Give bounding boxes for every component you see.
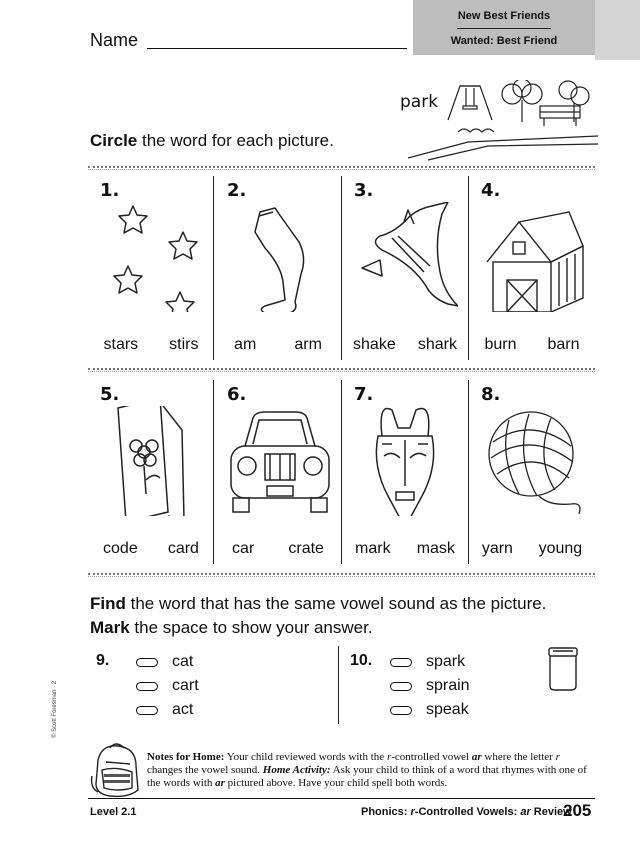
- choice-word[interactable]: mask: [416, 540, 455, 557]
- answer-label: act: [172, 701, 194, 718]
- item-1: [88, 172, 214, 364]
- example-word: park: [400, 92, 439, 112]
- choice-row: [215, 336, 341, 354]
- item-number: 6.: [227, 384, 247, 405]
- choice-word[interactable]: burn: [484, 336, 517, 353]
- backpack-icon: [88, 740, 144, 800]
- choice-row: [342, 336, 468, 354]
- instruction-verb: Circle: [90, 131, 138, 150]
- choice-word[interactable]: stirs: [169, 336, 199, 353]
- instruction-text: the space to show your answer.: [129, 618, 373, 637]
- notes-text: ar: [215, 777, 225, 790]
- choice-word[interactable]: shake: [353, 336, 396, 353]
- notes-text: where the letter: [481, 751, 556, 763]
- answer-bubble[interactable]: [136, 706, 158, 715]
- answer-option[interactable]: [136, 652, 193, 672]
- instruction-circle: [90, 131, 334, 151]
- item-number: 8.: [481, 384, 501, 405]
- choice-word[interactable]: code: [103, 540, 138, 557]
- page-number: 205: [563, 801, 592, 820]
- answer-label: cart: [172, 677, 199, 694]
- skill-text: ar: [520, 806, 531, 818]
- skill-text: Review: [530, 806, 572, 818]
- instruction-find: [90, 594, 546, 614]
- name-field[interactable]: [147, 48, 407, 49]
- unit-title: New Best Friends: [457, 10, 551, 22]
- skill-text: r: [410, 806, 415, 818]
- choice-row: [342, 540, 468, 558]
- stars-icon: [98, 202, 204, 312]
- barn-icon: [479, 202, 585, 312]
- answer-bubble[interactable]: [390, 658, 412, 667]
- question-9: [96, 652, 316, 728]
- notes-text: pictured above. Have your child spell both words.: [224, 777, 448, 790]
- answer-label: sprain: [426, 677, 470, 694]
- question-number: 9.: [96, 652, 110, 669]
- question-number: 10.: [350, 652, 373, 669]
- answer-bubble[interactable]: [390, 682, 412, 691]
- notes-text: r: [386, 751, 392, 763]
- instruction-text: the word for each picture.: [137, 131, 334, 150]
- item-number: 3.: [354, 180, 374, 201]
- choice-word[interactable]: shark: [417, 336, 457, 353]
- car-icon: [225, 406, 331, 516]
- instruction-verb: Mark: [90, 618, 130, 637]
- answer-option[interactable]: [390, 676, 470, 696]
- choice-word[interactable]: card: [167, 540, 199, 557]
- choice-row: [469, 336, 595, 354]
- choice-word[interactable]: car: [232, 540, 255, 557]
- notes-label: Notes for Home:: [147, 751, 225, 763]
- item-6: [215, 376, 341, 568]
- answer-label: spark: [426, 653, 466, 670]
- item-5: [88, 376, 214, 568]
- footer-rule: [88, 798, 595, 799]
- card-icon: [98, 406, 204, 516]
- section-divider: [88, 573, 595, 577]
- jar-icon: [545, 646, 581, 692]
- item-8: [469, 376, 595, 568]
- notes-text: changes the vowel sound.: [147, 764, 263, 777]
- header-tab: [413, 0, 595, 58]
- header-tab-edge: [595, 0, 640, 60]
- item-number: 1.: [100, 180, 120, 201]
- choice-word[interactable]: am: [234, 336, 257, 353]
- choice-row: [469, 540, 595, 558]
- skill-label: [361, 806, 572, 818]
- item-7: [342, 376, 468, 568]
- name-label: Name: [90, 30, 139, 50]
- choice-row: [88, 540, 214, 558]
- copyright: © Scott Foresman · 2: [52, 680, 58, 738]
- question-divider: [338, 646, 339, 724]
- notes-text: Your child reviewed words with the: [224, 751, 387, 763]
- answer-bubble[interactable]: [136, 658, 158, 667]
- item-number: 7.: [354, 384, 374, 405]
- item-number: 4.: [481, 180, 501, 201]
- notes-for-home: [147, 751, 595, 791]
- choice-word[interactable]: yarn: [481, 540, 513, 557]
- skill-text: Phonics:: [361, 806, 411, 818]
- skill-text: -Controlled Vowels:: [414, 806, 521, 818]
- row-divider: [88, 368, 595, 372]
- instruction-mark: [90, 618, 373, 638]
- item-number: 2.: [227, 180, 247, 201]
- notes-text: ar: [471, 751, 482, 763]
- answer-bubble[interactable]: [390, 706, 412, 715]
- item-4: [469, 172, 595, 364]
- column-divider: [213, 176, 214, 360]
- choice-row: [215, 540, 341, 558]
- item-number: 5.: [100, 384, 120, 405]
- answer-option[interactable]: [136, 676, 199, 696]
- choice-word[interactable]: barn: [547, 336, 580, 353]
- answer-label: cat: [172, 653, 194, 670]
- instruction-verb: Find: [90, 594, 126, 613]
- shark-icon: [352, 202, 458, 312]
- choice-word[interactable]: arm: [294, 336, 322, 353]
- notes-text: r: [555, 751, 560, 763]
- answer-option[interactable]: [390, 700, 469, 720]
- question-10: [350, 652, 530, 728]
- choice-word[interactable]: crate: [288, 540, 324, 557]
- home-activity-label: Home Activity:: [262, 764, 331, 777]
- section-divider: [88, 166, 595, 170]
- story-title: Wanted: Best Friend: [450, 35, 558, 47]
- choice-row: [88, 336, 214, 354]
- answer-option[interactable]: [390, 652, 465, 672]
- choice-word[interactable]: stars: [103, 336, 139, 353]
- arm-icon: [225, 202, 331, 312]
- answer-option[interactable]: [136, 700, 193, 720]
- instruction-text: the word that has the same vowel sound as the picture.: [125, 594, 547, 613]
- item-3: [342, 172, 468, 364]
- tab-rule: [457, 28, 551, 29]
- yarn-icon: [479, 406, 585, 516]
- answer-bubble[interactable]: [136, 682, 158, 691]
- item-2: [215, 172, 341, 364]
- choice-word[interactable]: mark: [355, 540, 391, 557]
- answer-label: speak: [426, 701, 469, 718]
- notes-text: Ask your child to think of a word that rhymes with one of the words with: [147, 764, 587, 790]
- choice-word[interactable]: young: [538, 540, 583, 557]
- notes-text: -controlled vowel: [391, 751, 472, 763]
- mask-icon: [352, 406, 458, 516]
- level-label: Level 2.1: [90, 806, 137, 818]
- column-divider: [213, 380, 214, 564]
